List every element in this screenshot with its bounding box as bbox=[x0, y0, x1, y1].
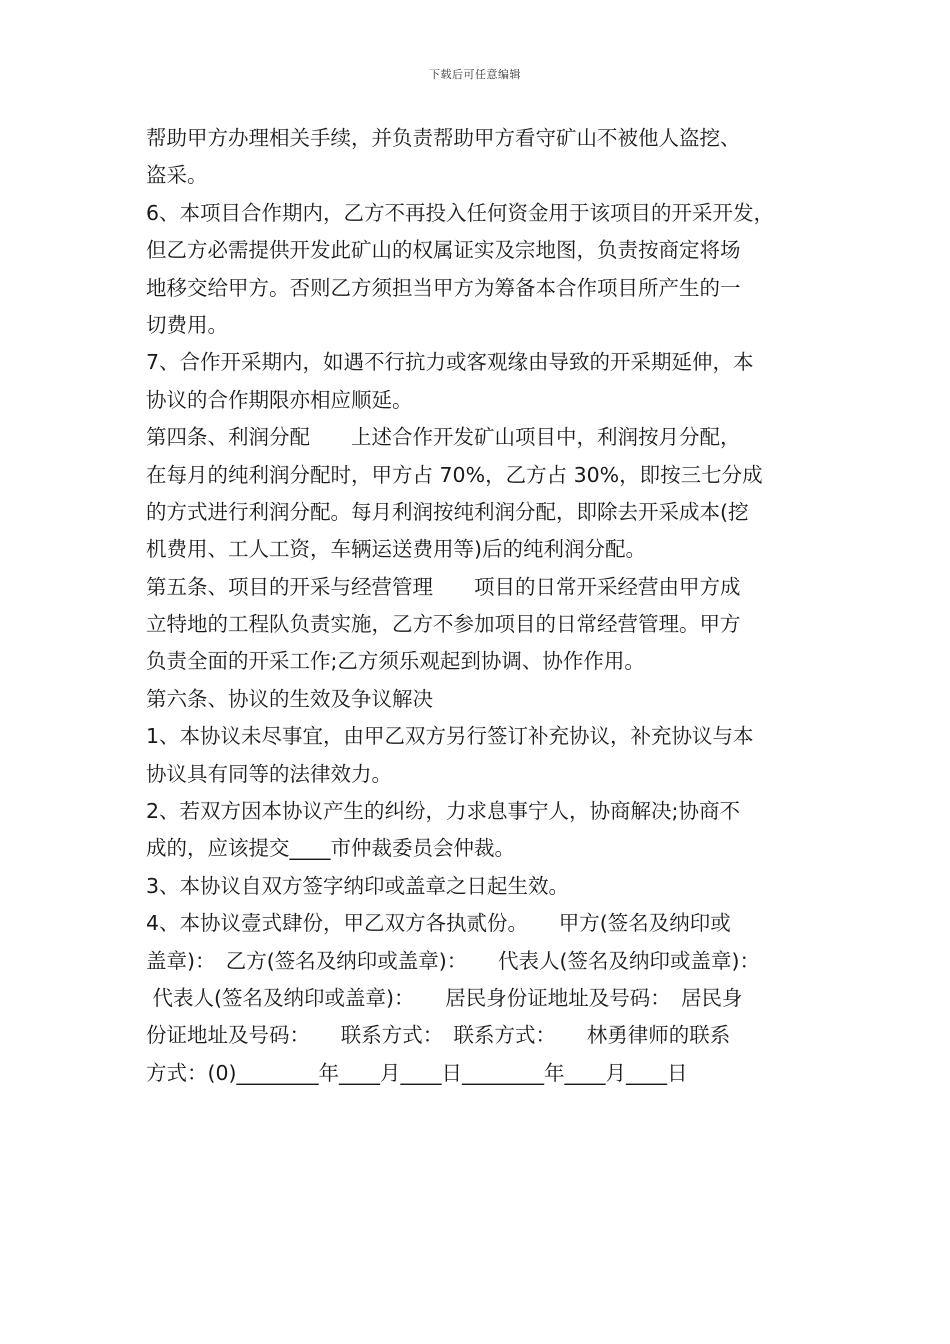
text-line: 1、本协议未尽事宜，由甲乙双方另行签订补充协议，补充协议与本 bbox=[146, 724, 754, 749]
page-header-note: 下载后可任意编辑 bbox=[429, 68, 521, 81]
signature-line: 代表人(签名及纳印或盖章)： 居民身份证地址及号码： 居民身 bbox=[146, 985, 743, 1010]
signature-line: 盖章)： 乙方(签名及纳印或盖章)： 代表人(签名及纳印或盖章)： bbox=[146, 948, 760, 973]
text-line: 3、本协议自双方签字纳印或盖章之日起生效。 bbox=[146, 873, 570, 898]
text-line: 立特地的工程队负责实施，乙方不参加项目的日常经营管理。甲方 bbox=[146, 612, 741, 637]
text-line: 协议的合作期限亦相应顺延。 bbox=[146, 387, 413, 412]
text-line: 负责全面的开采工作;乙方须乐观起到协调、协作作用。 bbox=[146, 649, 645, 674]
text-line: 7、合作开采期内，如遇不行抗力或客观缘由导致的开采期延伸，本 bbox=[146, 350, 754, 375]
text-line: 机费用、工人工资，车辆运送费用等)后的纯利润分配。 bbox=[146, 537, 646, 562]
text-line: 的方式进行利润分配。每月利润按纯利润分配，即除去开采成本(挖 bbox=[146, 499, 749, 524]
text-line: 切费用。 bbox=[146, 312, 228, 337]
section-heading-line: 第六条、协议的生效及争议解决 bbox=[146, 686, 433, 711]
section-heading-line: 第四条、利润分配 上述合作开发矿山项目中，利润按月分配， bbox=[146, 425, 741, 450]
text-line: 但乙方必需提供开发此矿山的权属证实及宗地图，负责按商定将场 bbox=[146, 238, 741, 263]
document-body bbox=[146, 120, 814, 1092]
text-line: 成的，应该提交____市仲裁委员会仲裁。 bbox=[146, 836, 515, 861]
signature-line: 份证地址及号码： 联系方式： 联系方式： 林勇律师的联系 bbox=[146, 1023, 731, 1048]
text-line: 盗采。 bbox=[146, 163, 208, 188]
date-line: 方式：(0)________年____月____日________年____月____日 bbox=[146, 1060, 688, 1085]
text-line: 在每月的纯利润分配时，甲方占 70%，乙方占 30%，即按三七分成 bbox=[146, 462, 763, 487]
text-line: 地移交给甲方。否则乙方须担当甲方为筹备本合作项目所产生的一 bbox=[146, 275, 741, 300]
text-line: 4、本协议壹式肆份，甲乙双方各执贰份。 甲方(签名及纳印或 bbox=[146, 911, 731, 936]
text-line: 6、本项目合作期内，乙方不再投入任何资金用于该项目的开采开发， bbox=[146, 200, 775, 225]
section-heading-line: 第五条、项目的开采与经营管理 项目的日常开采经营由甲方成 bbox=[146, 574, 741, 599]
text-line: 帮助甲方办理相关手续，并负责帮助甲方看守矿山不被他人盗挖、 bbox=[146, 126, 741, 150]
text-line: 2、若双方因本协议产生的纠纷，力求息事宁人，协商解决;协商不 bbox=[146, 799, 740, 824]
text-line: 协议具有同等的法律效力。 bbox=[146, 761, 392, 786]
